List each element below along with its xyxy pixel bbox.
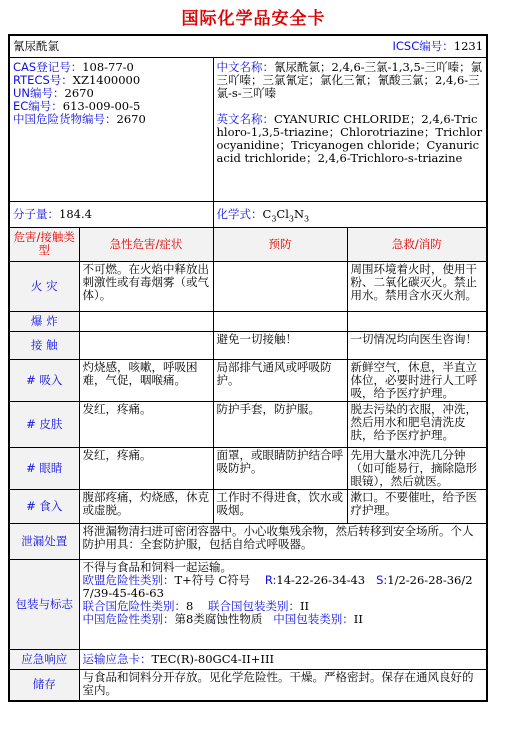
hazard-row: [9, 401, 487, 447]
cn-dg-label: 中国危险货物编号：: [13, 111, 117, 126]
hazard-acute: [79, 311, 213, 331]
mw-label: 分子量：: [13, 206, 59, 221]
hazard-row: [9, 489, 487, 523]
hazard-aid: 新鲜空气，休息，半直立体位，必要时进行人工呼吸，给予医疗护理。: [347, 359, 487, 401]
hazard-row: [9, 359, 487, 401]
ec-label: EC编号：: [13, 98, 63, 113]
hazard-row: [9, 331, 487, 359]
packaging-note: 不得与食品和饲料一起运输。: [82, 559, 232, 574]
hazard-acute: 不可燃。在火焰中释放出刺激性或有毒烟雾（或气体）。: [79, 261, 213, 311]
rtecs-label: RTECS号：: [13, 72, 73, 87]
storage-text: 与食品和饲料分开存放。见化学危险性。干燥。严格密封。保存在通风良好的室内。: [79, 669, 487, 701]
hazard-rows: [9, 261, 487, 523]
en-name-label: 英文名称：: [216, 111, 274, 126]
emergency-cell: 运输应急卡：TEC(R)-80GC4-II+III: [79, 649, 487, 669]
storage-label: 储存: [9, 669, 79, 701]
un-label: UN编号：: [13, 85, 65, 100]
mw-value: 184.4: [59, 206, 92, 221]
hazard-prevent: [213, 311, 347, 331]
ec-value: 613-009-00-5: [62, 98, 141, 113]
hazard-acute: 发红，疼痛。: [79, 447, 213, 489]
safety-card: [8, 34, 488, 702]
hazard-row: [9, 447, 487, 489]
hazard-aid: 漱口。不要催吐，给予医疗护理。: [347, 489, 487, 523]
cn-dg-value: 2670: [116, 111, 146, 126]
molecular-weight-cell: [9, 201, 213, 227]
icsc-label: ICSC编号：: [392, 38, 454, 53]
header-aid: 急救/消防: [347, 227, 487, 261]
hazard-aid: 脱去污染的衣服，冲洗，然后用水和肥皂清洗皮肤，给予医疗护理。: [347, 401, 487, 447]
hazard-type: # 食入: [9, 489, 79, 523]
hazard-acute: [79, 331, 213, 359]
hazard-acute: 灼烧感，咳嗽，呼吸困难，气促，咽喉痛。: [79, 359, 213, 401]
icsc-value: 1231: [453, 38, 484, 53]
formula-cell: [213, 201, 487, 227]
formula-label: 化学式：: [216, 206, 263, 221]
spill-text: 将泄漏物清扫进可密闭容器中。小心收集残余物，然后转移到安全场所。个人防护用具：全套防护服，包括自给式呼吸器。: [79, 523, 487, 559]
cn-name-label: 中文名称：: [216, 59, 274, 74]
hazard-acute: 腹部疼痛，灼烧感，休克或虚脱。: [79, 489, 213, 523]
emergency-label: 应急响应: [9, 649, 79, 669]
cas-label: CAS登记号：: [13, 59, 83, 74]
header-type: 危害/接触类型: [9, 227, 79, 261]
spill-label: 泄漏处置: [9, 523, 79, 559]
hazard-row: [9, 261, 487, 311]
cn-name-value: 氰尿酰氯；2,4,6-三氯-1,3,5-三吖嗪；氯三吖嗪；三氯氰定；氯化三氰；氰酸三氯；2,4,6-三氯-s-三吖嗪: [216, 59, 483, 100]
formula-value: $C_3Cl_3N_3$: [262, 206, 310, 223]
hazard-type: # 眼睛: [9, 447, 79, 489]
hazard-type: 爆 炸: [9, 311, 79, 331]
hazard-acute: 发红，疼痛。: [79, 401, 213, 447]
packaging-cell: 不得与食品和饲料一起运输。 欧盟危险性类别：T+符号 C符号 R:14-22-26-34-43 S:1/2-26-28-36/27/39-45-46-63 联合国危险性类别：8 联合国包装类别：II 中国危险性类别：第8类腐蚀性物质 中国包装类别：II: [79, 559, 487, 649]
name-row: [9, 35, 487, 57]
hazard-type: # 吸入: [9, 359, 79, 401]
hazard-aid: [347, 311, 487, 331]
hazard-type: 火 灾: [9, 261, 79, 311]
un-value: 2670: [64, 85, 94, 100]
hazard-prevent: 工作时不得进食，饮水或吸烟。: [213, 489, 347, 523]
en-name-value: CYANURIC CHLORIDE；2,4,6-Trichloro-1,3,5-triazine；Chlorotriazine；Trichlorocyanidine；Tricyanogen chloride；Cyanuric acid trichloride；2,4,6-Trichloro-s-triazine: [216, 111, 483, 165]
hazard-row: [9, 311, 487, 331]
header-prevent: 预防: [213, 227, 347, 261]
hazard-prevent: 面罩，或眼睛防护结合呼吸防护。: [213, 447, 347, 489]
hazard-prevent: [213, 261, 347, 311]
packaging-label: 包装与标志: [9, 559, 79, 649]
hazard-prevent: 局部排气通风或呼吸防护。: [213, 359, 347, 401]
card-title: 国际化学品安全卡: [181, 9, 326, 29]
hazard-aid: 周围环境着火时，使用干粉、二氧化碳灭火。禁止用水。禁用含水灭火剂。: [347, 261, 487, 311]
hazard-prevent: 避免一切接触！: [213, 331, 347, 359]
cas-value: 108-77-0: [82, 59, 134, 74]
chemical-name: 氰尿酰氯: [13, 38, 59, 53]
identifiers-cell: [9, 57, 213, 201]
hazard-aid: 一切情况均向医生咨询！: [347, 331, 487, 359]
hazard-type: # 皮肤: [9, 401, 79, 447]
hazard-aid: 先用大量水冲洗几分钟（如可能易行，摘除隐形眼镜），然后就医。: [347, 447, 487, 489]
names-cell: [213, 57, 487, 201]
rtecs-value: XZ1400000: [72, 72, 141, 87]
header-acute: 急性危害/症状: [79, 227, 213, 261]
hazard-type: 接 触: [9, 331, 79, 359]
hazard-prevent: 防护手套，防护服。: [213, 401, 347, 447]
